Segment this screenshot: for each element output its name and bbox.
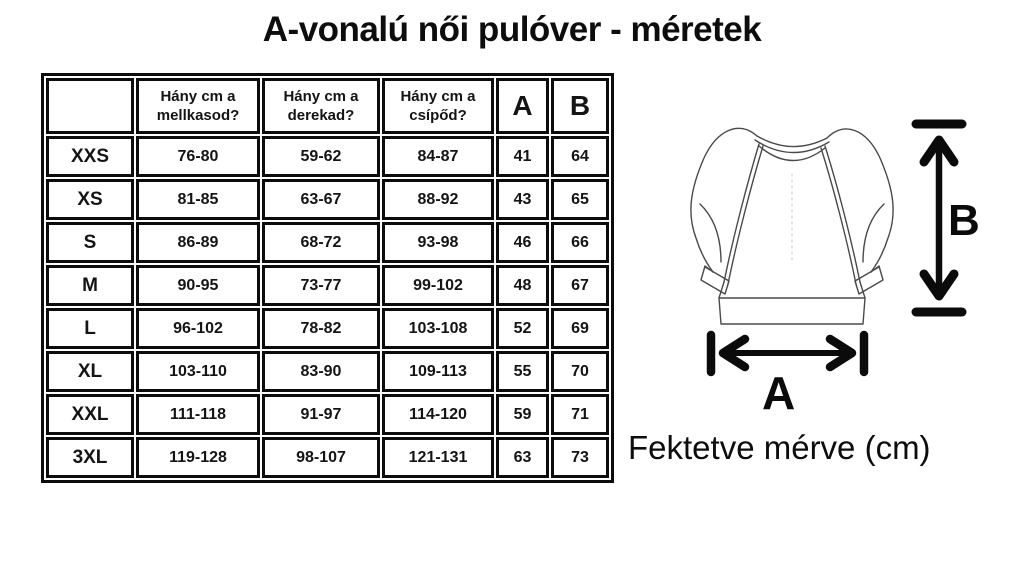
hip-cell: 109-113 — [382, 351, 494, 392]
table-row — [46, 222, 609, 263]
a-cell: 55 — [496, 351, 549, 392]
hip-cell: 103-108 — [382, 308, 494, 349]
b-cell: 64 — [551, 136, 609, 177]
chest-cell: 119-128 — [136, 437, 260, 478]
b-cell: 70 — [551, 351, 609, 392]
page-title: A-vonalú női pulóver - méretek — [262, 10, 762, 49]
size-table — [41, 73, 614, 483]
a-column-header: A — [496, 78, 549, 134]
corner-header-cell — [46, 78, 134, 134]
waist-cell: 63-67 — [262, 179, 380, 220]
table-row — [46, 265, 609, 306]
size-cell: XL — [46, 351, 134, 392]
a-cell: 48 — [496, 265, 549, 306]
a-cell: 59 — [496, 394, 549, 435]
hip-cell: 84-87 — [382, 136, 494, 177]
a-cell: 43 — [496, 179, 549, 220]
hip-cell: 121-131 — [382, 437, 494, 478]
chest-column-header: Hány cm a mellkasod? — [136, 78, 260, 134]
size-cell: 3XL — [46, 437, 134, 478]
header-row — [46, 78, 609, 134]
hip-column-header: Hány cm a csípőd? — [382, 78, 494, 134]
table-row — [46, 351, 609, 392]
hip-cell: 88-92 — [382, 179, 494, 220]
hip-cell: 93-98 — [382, 222, 494, 263]
waist-cell: 98-107 — [262, 437, 380, 478]
hip-cell: 114-120 — [382, 394, 494, 435]
size-cell: XS — [46, 179, 134, 220]
a-cell: 41 — [496, 136, 549, 177]
table-row — [46, 179, 609, 220]
a-cell: 46 — [496, 222, 549, 263]
size-cell: XXL — [46, 394, 134, 435]
b-cell: 73 — [551, 437, 609, 478]
table-row — [46, 394, 609, 435]
chest-cell: 81-85 — [136, 179, 260, 220]
b-column-header: B — [551, 78, 609, 134]
size-cell: L — [46, 308, 134, 349]
waist-cell: 83-90 — [262, 351, 380, 392]
b-cell: 67 — [551, 265, 609, 306]
sweater-icon — [675, 112, 895, 338]
a-cell: 52 — [496, 308, 549, 349]
chest-cell: 76-80 — [136, 136, 260, 177]
measure-a-label: A — [762, 367, 796, 419]
chest-cell: 103-110 — [136, 351, 260, 392]
measure-b-label: B — [948, 196, 980, 245]
table-row — [46, 136, 609, 177]
waist-cell: 59-62 — [262, 136, 380, 177]
hip-cell: 99-102 — [382, 265, 494, 306]
chest-cell: 86-89 — [136, 222, 260, 263]
table-row — [46, 437, 609, 478]
b-cell: 71 — [551, 394, 609, 435]
waist-cell: 68-72 — [262, 222, 380, 263]
size-cell: XXS — [46, 136, 134, 177]
measurement-caption: Fektetve mérve (cm) — [628, 429, 931, 466]
waist-cell: 73-77 — [262, 265, 380, 306]
chest-cell: 111-118 — [136, 394, 260, 435]
waist-cell: 78-82 — [262, 308, 380, 349]
b-cell: 69 — [551, 308, 609, 349]
size-cell: S — [46, 222, 134, 263]
chest-cell: 96-102 — [136, 308, 260, 349]
chest-cell: 90-95 — [136, 265, 260, 306]
waist-cell: 91-97 — [262, 394, 380, 435]
waist-column-header: Hány cm a derekad? — [262, 78, 380, 134]
table-row — [46, 308, 609, 349]
b-cell: 66 — [551, 222, 609, 263]
a-cell: 63 — [496, 437, 549, 478]
b-cell: 65 — [551, 179, 609, 220]
size-table-container — [41, 73, 614, 483]
size-cell: M — [46, 265, 134, 306]
